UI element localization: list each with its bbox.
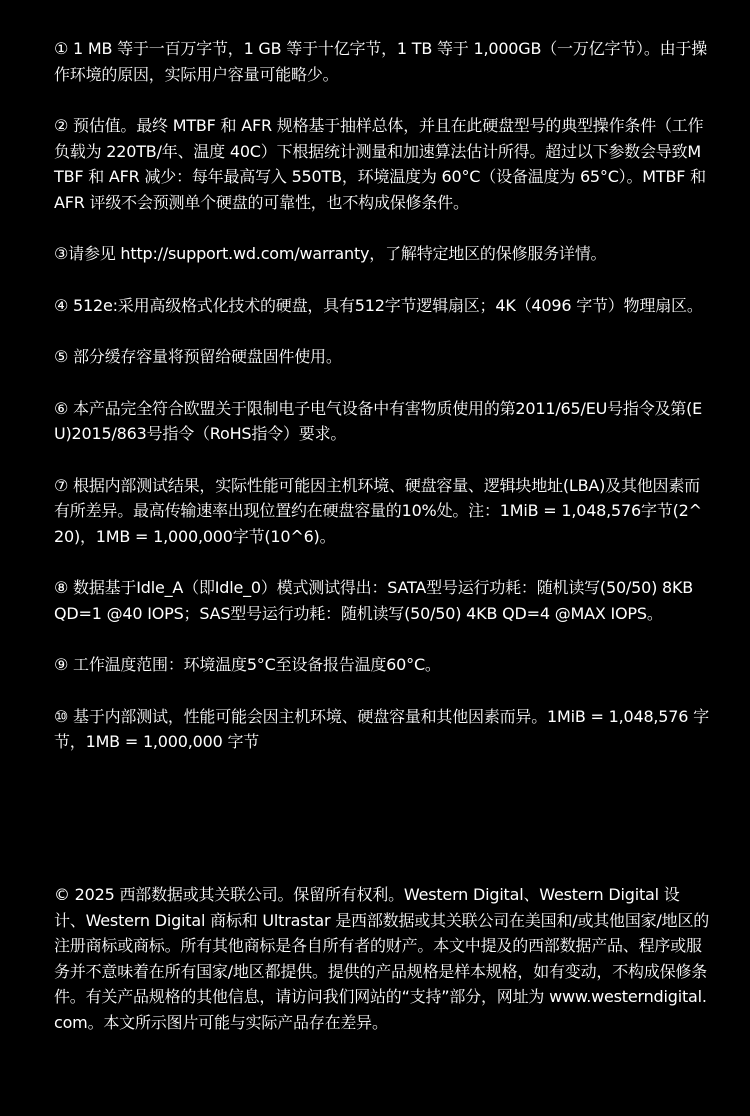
footnote-6-rohs: ⑥ 本产品完全符合欧盟关于限制电子电气设备中有害物质使用的第2011/65/EU号指令及第(EU)2015/863号指令（RoHS指令）要求。 bbox=[54, 398, 703, 443]
footnote-9-temperature: ⑨ 工作温度范围：环境温度5°C至设备报告温度60°C。 bbox=[54, 655, 441, 674]
footnote-2-mtbf-afr: ② 预估值。最终 MTBF 和 AFR 规格基于抽样总体，并且在此硬盘型号的典型操作条件（工作负载为 220TB/年、温度 40C）下根据统计测量和加速算法估计所得。超过以下参数会导致MTBF 和 AFR 减少：每年最高写入 550TB，环境温度为 60°C（设备温度为 65°C）。MTBF 和 AFR 评级不会预测单个硬盘的可靠性，也不构成保修条件。 bbox=[54, 116, 706, 212]
footnote-4-512e: ④ 512e:采用高级格式化技术的硬盘，具有512字节逻辑扇区；4K（4096 字节）物理扇区。 bbox=[54, 295, 703, 315]
footnote-1-capacity: ① 1 MB 等于一百万字节，1 GB 等于十亿字节，1 TB 等于 1,000GB（一万亿字节）。由于操作环境的原因，实际用户容量可能略少。 bbox=[54, 39, 708, 84]
footnotes-list bbox=[54, 36, 710, 755]
footnote-8-power: ⑧ 数据基于Idle_A（即Idle_0）模式测试得出：SATA型号运行功耗：随机读写(50/50) 8KB QD=1 @40 IOPS；SAS型号运行功耗：随机读写(50/50) 4KB QD=4 @MAX IOPS。 bbox=[54, 578, 694, 623]
footnote-10-internal-testing: ⑩ 基于内部测试，性能可能会因主机环境、硬盘容量和其他因素而异。1MiB = 1,048,576 字节，1MB = 1,000,000 字节 bbox=[54, 706, 709, 751]
footnote-7-performance: ⑦ 根据内部测试结果，实际性能可能因主机环境、硬盘容量、逻辑块地址(LBA)及其他因素而有所差异。最高传输速率出现位置约在硬盘容量的10%处。注：1MiB = 1,048,576字节(2^20)，1MB = 1,000,000字节(10^6)。 bbox=[54, 475, 702, 546]
copyright-notice: © 2025 西部数据或其关联公司。保留所有权利。Western Digital、Western Digital 设计、Western Digital 商标和 Ultrastar 是西部数据或其关联公司在美国和/或其他国家/地区的注册商标或商标。所有其他商标是各自所有者的财产。本文中提及的西部数据产品、程序或服务并不意味着在所有国家/地区都提供。提供的产品规格是样本规格，如有变动，不构成保修条件。有关产品规格的其他信息，请访问我们网站的“支持”部分，网址为 www.westerndigital.com。本文所示图片可能与实际产品存在差异。 bbox=[54, 885, 710, 1032]
footnote-5-cache: ⑤ 部分缓存容量将预留给硬盘固件使用。 bbox=[54, 347, 342, 366]
footnote-3-warranty[interactable]: ③请参见 http://support.wd.com/warranty，了解特定地区的保修服务详情。 bbox=[54, 244, 607, 263]
